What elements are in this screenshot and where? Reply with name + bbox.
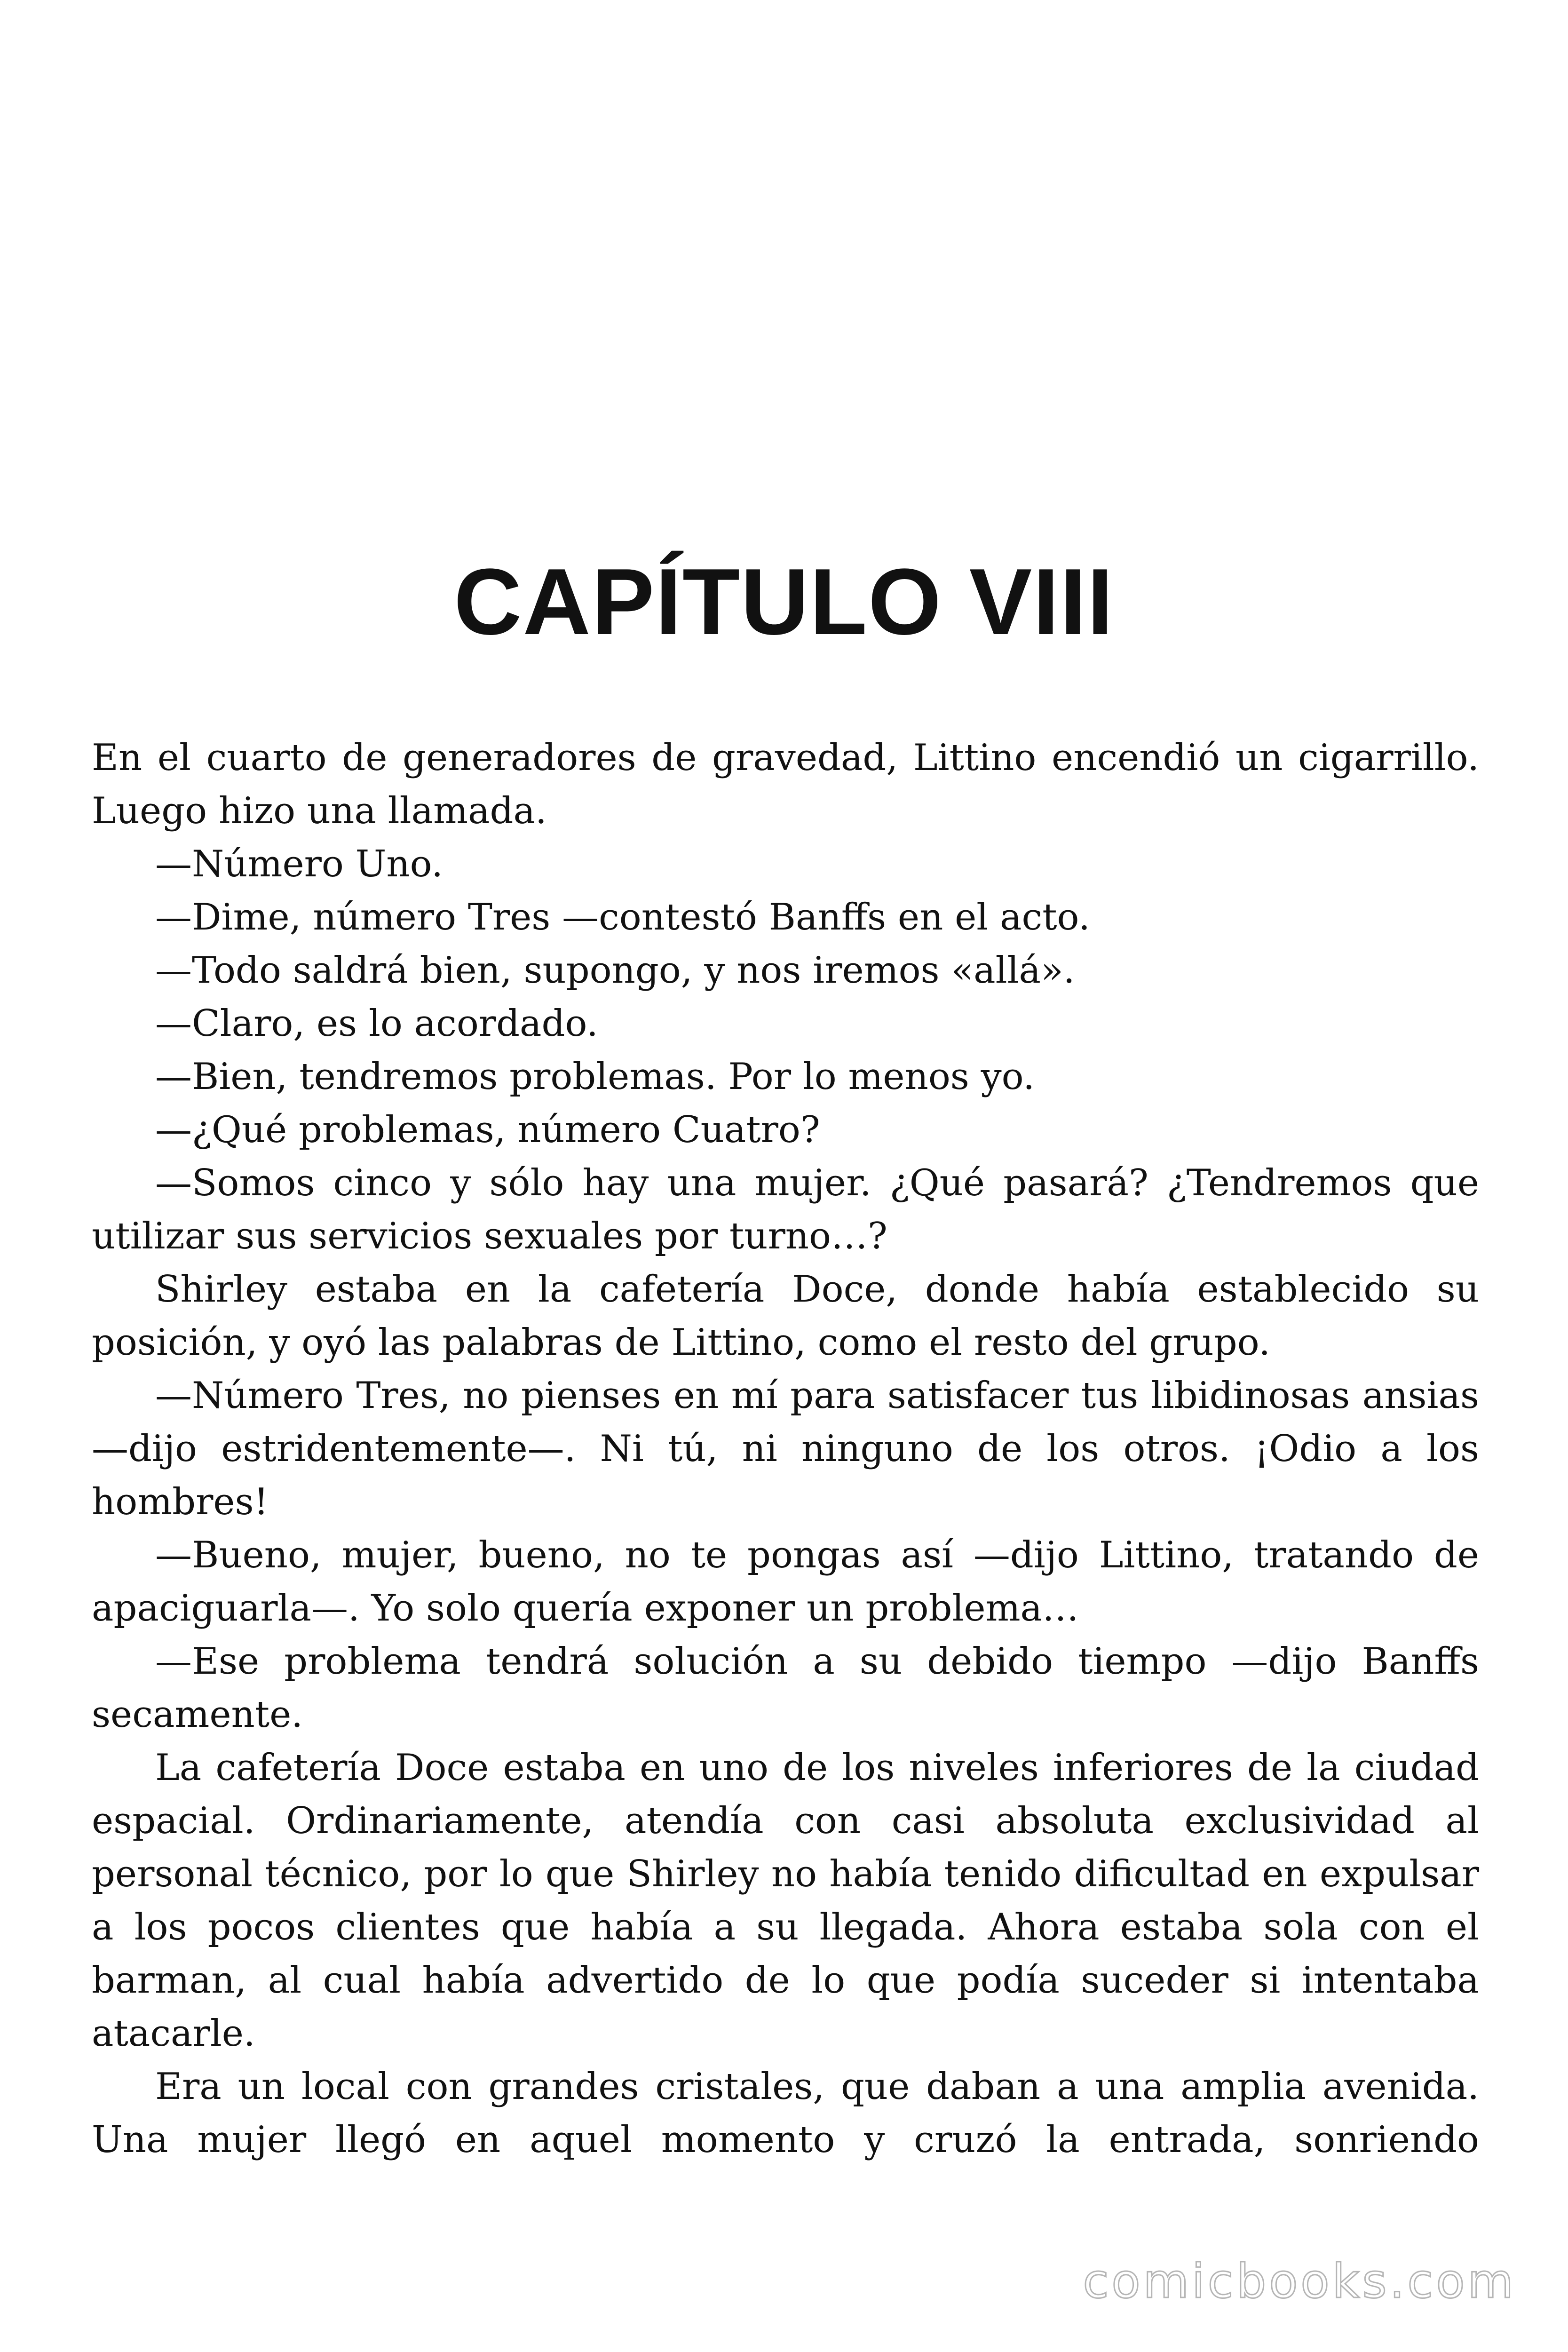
paragraph: La cafetería Doce estaba en uno de los niveles inferiores de la ciudad espacial. Ordinariamente, atendía con casi absoluta exclusividad al personal técnico, por lo que Shirley no había tenido dificultad en expulsar a los pocos clientes que había a su llegada. Ahora estaba sola con el barman, al cual había advertido de lo que podía suceder si intentaba atacarle. <box>92 1747 1479 2055</box>
paragraph: Era un local con grandes cristales, que daban a una amplia avenida. Una mujer llegó en aquel momento y cruzó la entrada, sonriendo <box>92 2066 1479 2161</box>
paragraph: —Número Uno. <box>155 843 443 885</box>
body-text <box>92 731 1479 2167</box>
paragraph: —¿Qué problemas, número Cuatro? <box>155 1109 820 1151</box>
paragraph: —Claro, es lo acordado. <box>155 1002 598 1045</box>
paragraph: —Dime, número Tres —contestó Banffs en el acto. <box>155 896 1090 938</box>
paragraph: —Bien, tendremos problemas. Por lo menos yo. <box>155 1056 1035 1098</box>
watermark: comicbooks.com <box>1083 2254 1516 2309</box>
paragraph: —Somos cinco y sólo hay una mujer. ¿Qué pasará? ¿Tendremos que utilizar sus servicios sexuales por turno…? <box>92 1162 1479 1257</box>
paragraph: —Todo saldrá bien, supongo, y nos iremos «allá». <box>155 949 1075 992</box>
paragraph: —Número Tres, no pienses en mí para satisfacer tus libidinosas ansias —dijo estridentemente—. Ni tú, ni ninguno de los otros. ¡Odio a los hombres! <box>92 1375 1479 1523</box>
paragraph: —Bueno, mujer, bueno, no te pongas así —dijo Littino, tratando de apaciguarla—. Yo solo quería exponer un problema… <box>92 1534 1479 1629</box>
paragraph: Shirley estaba en la cafetería Doce, donde había establecido su posición, y oyó las palabras de Littino, como el resto del grupo. <box>92 1268 1479 1364</box>
paragraph: —Ese problema tendrá solución a su debido tiempo —dijo Banffs secamente. <box>92 1640 1479 1736</box>
chapter-title: CAPÍTULO VIII <box>454 549 1114 654</box>
paragraph: En el cuarto de generadores de gravedad, Littino encendió un cigarrillo. Luego hizo una llamada. <box>92 737 1479 832</box>
